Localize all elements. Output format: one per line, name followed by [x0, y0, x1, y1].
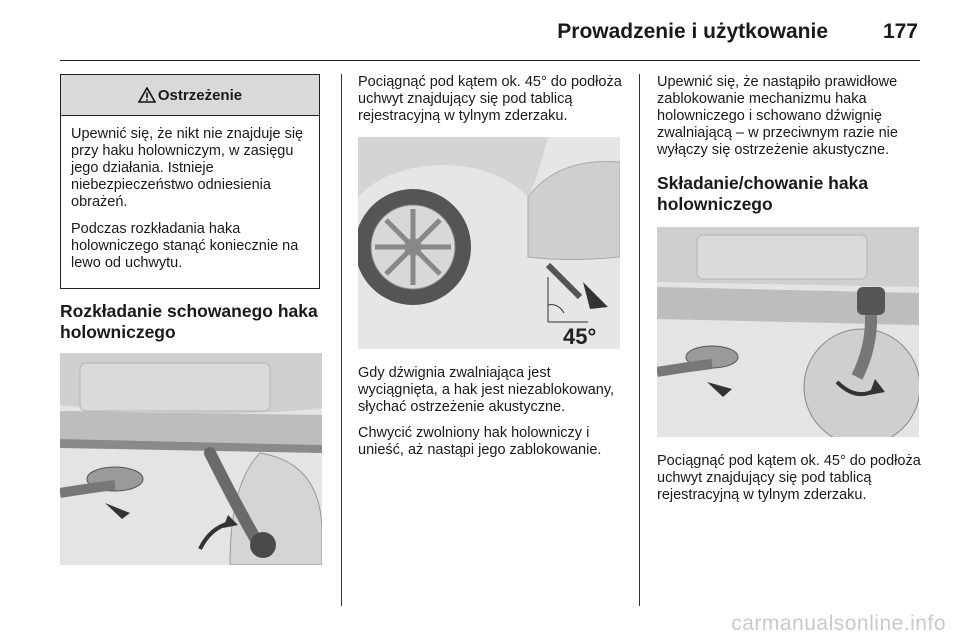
page-header — [60, 14, 920, 61]
warning-header — [61, 75, 319, 116]
warning-title: Ostrzeżenie — [157, 86, 243, 104]
column-divider-1 — [341, 74, 342, 606]
watermark: carmanualsonline.info — [731, 612, 946, 635]
warning-text-2: Podczas rozkładania haka holowniczego stanąć koniecznie na lewo od uchwytu. — [71, 221, 299, 271]
warning-box — [60, 74, 320, 289]
warning-triangle-icon — [138, 87, 156, 103]
instruction-lift-hook: Chwycić zwolniony hak holowniczy i unieść, aż nastąpi jego zablokowanie. — [358, 425, 602, 458]
instruction-release-lever: Gdy dźwignia zwalniająca jest wyciągnięta, a hak jest niezablokowany, słychać ostrzeżenie akustyczne. — [358, 365, 615, 415]
page-number: 177 — [882, 20, 918, 43]
column-divider-2 — [639, 74, 640, 606]
towbar-fold-illustration — [657, 227, 919, 437]
column-3 — [657, 74, 923, 513]
towbar-unfold-illustration — [60, 353, 322, 565]
header-title: Prowadzenie i użytkowanie — [557, 20, 828, 43]
warning-text-1: Upewnić się, że nikt nie znajduje się przy haku holowniczym, w zasięgu jego działania. Istnieje niebezpieczeństwo odniesienia obrażeń. — [71, 126, 304, 210]
column-1 — [60, 74, 322, 565]
instruction-verify-lock: Upewnić się, że nastąpiło prawidłowe zablokowanie mechanizmu haka holowniczego i schowano dźwignię zwalniającą – w przeciwnym razie nie wyłączy się ostrzeżenie akustyczne. — [657, 74, 898, 158]
section-heading-unfold: Rozkładanie schowanego haka holowniczego — [60, 301, 318, 342]
column-2 — [358, 74, 622, 468]
angle-label: 45° — [563, 324, 597, 349]
warning-body — [61, 116, 319, 288]
instruction-pull-handle-fold: Pociągnąć pod kątem ok. 45° do podłoża uchwyt znajdujący się pod tablicą rejestracyjną w tylnym zderzaku. — [657, 453, 921, 503]
section-heading-fold: Składanie/chowanie haka holowniczego — [657, 173, 869, 214]
instruction-pull-handle: Pociągnąć pod kątem ok. 45° do podłoża uchwyt znajdujący się pod tablicą rejestracyjną w tylnym zderzaku. — [358, 74, 622, 124]
pull-handle-45-illustration — [358, 137, 620, 349]
